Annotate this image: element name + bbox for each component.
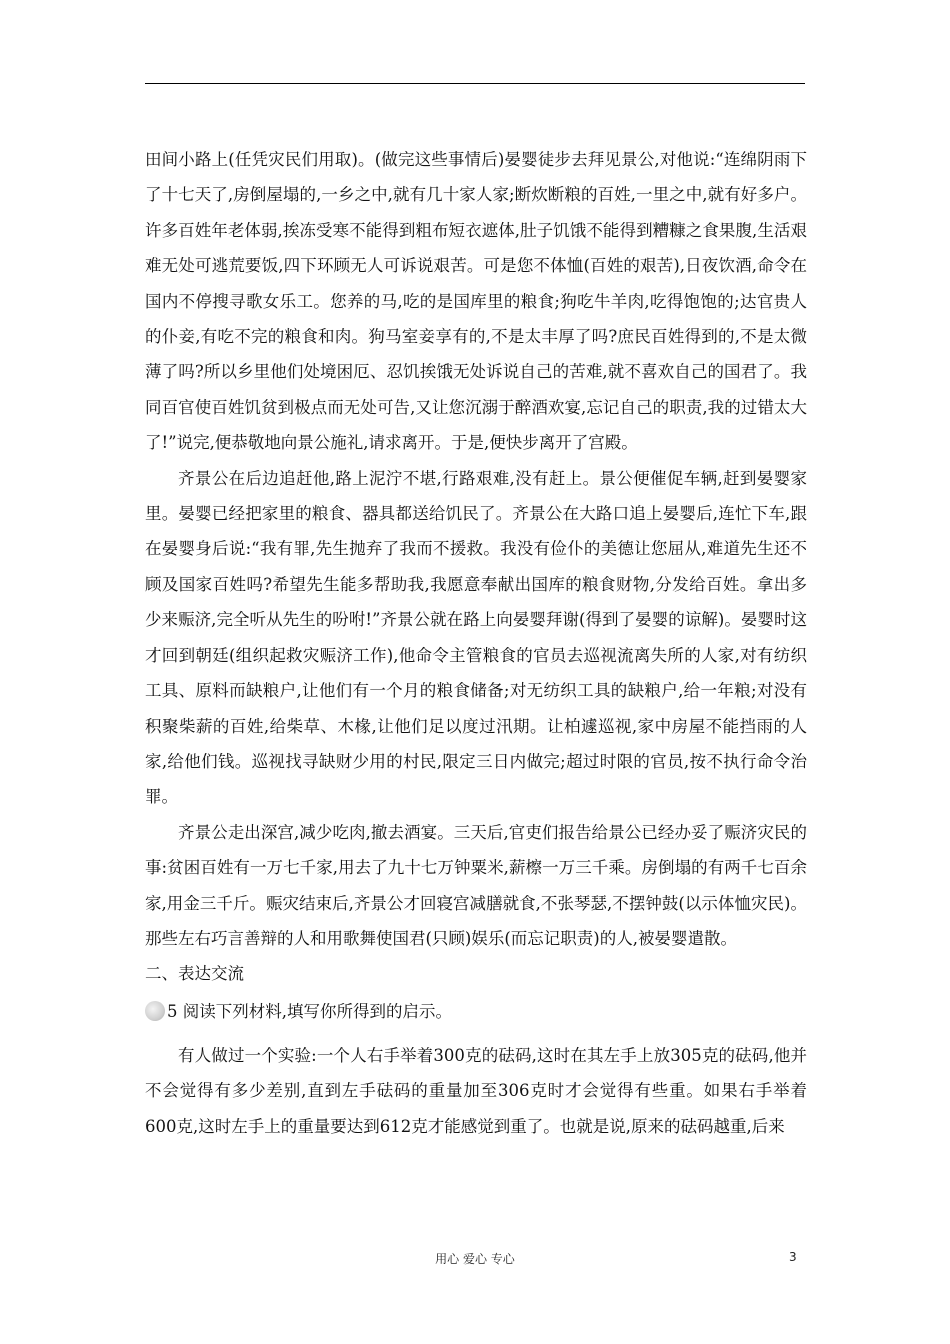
page-footer: 用心 爱心 专心 [435,1252,515,1266]
question-marker-icon [145,1001,165,1021]
translation-paragraph-1: 田间小路上(任凭灾民们用取)。(做完这些事情后)晏婴徒步去拜见景公,对他说:“连绵阴雨下了十七天了,房倒屋塌的,一乡之中,就有几十家人家;断炊断粮的百姓,一里之中,就有好多户。许多百姓年老体弱,挨冻受寒不能得到粗布短衣遮体,肚子饥饿不能得到糟糠之食果腹,生活艰难无处可逃荒要饭,四下环顾无人可诉说艰苦。可是您不体恤(百姓的艰苦),日夜饮酒,命令在国内不停搜寻歌女乐工。您养的马,吃的是国库里的粮食;狗吃牛羊肉,吃得饱饱的;达官贵人的仆妾,有吃不完的粮食和肉。狗马室妾享有的,不是太丰厚了吗?庶民百姓得到的,不是太微薄了吗?所以乡里他们处境困厄、忍饥挨饿无处诉说自己的苦难,就不喜欢自己的国君了。我同百官使百姓饥贫到极点而无处可告,又让您沉溺于醉酒欢宴,忘记自己的职责,我的过错太大了!”说完,便恭敬地向景公施礼,请求离开。于是,便快步离开了宫殿。 [145,150,807,453]
page-number: 3 [789,1250,797,1264]
experiment-material: 有人做过一个实验:一个人右手举着300克的砝码,这时在其左手上放305克的砝码,他并不会觉得有多少差别,直到左手砝码的重量加至306克时才会觉得有些重。如果右手举着600克,这时左手上的重量要达到612克才能感觉到重了。也就是说,原来的砝码越重,后来 [145,1045,807,1136]
section-heading: 二、表达交流 [145,964,244,984]
header-rule [145,83,805,84]
translation-paragraph-3: 齐景公走出深宫,减少吃肉,撤去酒宴。三天后,官吏们报告给景公已经办妥了赈济灾民的事:贫困百姓有一万七千家,用去了九十七万钟粟米,薪檫一万三千乘。房倒塌的有两千七百余家,用金三千斤。赈灾结束后,齐景公才回寝宫减膳就食,不张琴瑟,不摆钟鼓(以示体恤灾民)。那些左右巧言善辩的人和用歌舞使国君(只顾)娱乐(而忘记职责)的人,被晏婴遣散。 [145,822,807,948]
translation-paragraph-2: 齐景公在后边追赶他,路上泥泞不堪,行路艰难,没有赶上。景公便催促车辆,赶到晏婴家里。晏婴已经把家里的粮食、器具都送给饥民了。齐景公在大路口追上晏婴后,连忙下车,跟在晏婴身后说:“我有罪,先生抛弃了我而不援救。我没有俭仆的美德让您屈从,难道先生还不顾及国家百姓吗?希望先生能多帮助我,我愿意奉献出国库的粮食财物,分发给百姓。拿出多少来赈济,完全听从先生的吩咐!”齐景公就在路上向晏婴拜谢(得到了晏婴的谅解)。晏婴时这才回到朝廷(组织起救灾赈济工作),他命令主管粮食的官员去巡视流离失所的人家,对有纺织工具、原料而缺粮户,让他们有一个月的粮食储备;对无纺织工具的缺粮户,给一年粮;对没有积聚柴薪的百姓,给柴草、木椽,让他们足以度过汛期。让柏遽巡视,家中房屋不能挡雨的人家,给他们钱。巡视找寻缺财少用的村民,限定三日内做完;超过时限的官员,按不执行命令治罪。 [145,468,807,807]
page-body [145,142,807,1144]
question-5 [145,996,807,1028]
question-text: 5 阅读下列材料,填写你所得到的启示。 [167,1001,452,1021]
